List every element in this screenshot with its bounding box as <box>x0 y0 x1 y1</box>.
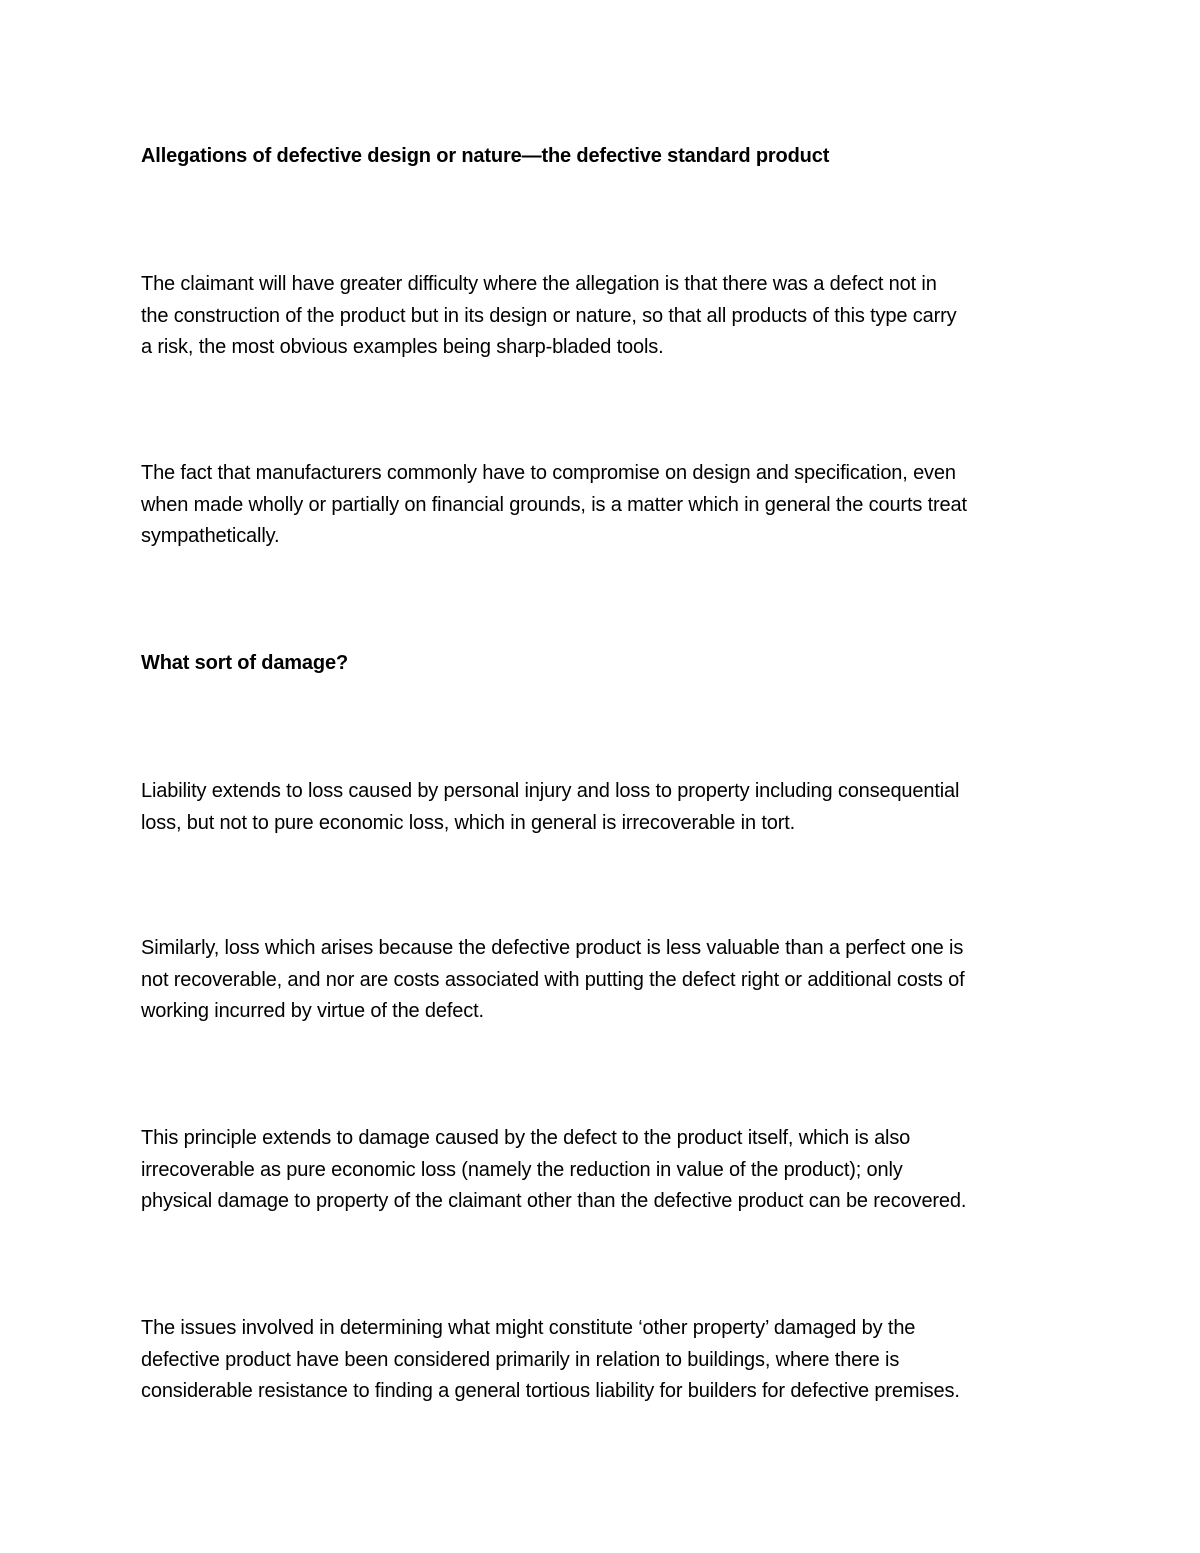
paragraph-principle-extends: This principle extends to damage caused by the defect to the product itself, which is also irrecoverable as pure economic loss (namely the reduction in value of the product); only physical damage to property of the claimant other than the defective product can be recovered. <box>141 1127 967 1212</box>
paragraph-manufacturer-compromise: The fact that manufacturers commonly have to compromise on design and specification, even when made wholly or partially on financial grounds, is a matter which in general the courts treat sympathetically. <box>141 462 967 547</box>
heading-defective-design: Allegations of defective design or nature—the defective standard product <box>141 145 830 167</box>
paragraph-other-property: The issues involved in determining what might constitute ‘other property’ damaged by the defective product have been considered primarily in relation to buildings, where there is considerable resistance to finding a general tortious liability for builders for defective premises. <box>141 1317 960 1402</box>
heading-sort-of-damage: What sort of damage? <box>141 652 349 674</box>
paragraph-claimant-difficulty: The claimant will have greater difficulty where the allegation is that there was a defect not in the construction of the product but in its design or nature, so that all products of this type carry a risk, the most obvious examples being sharp-bladed tools. <box>141 273 957 358</box>
paragraph-similarly-loss: Similarly, loss which arises because the defective product is less valuable than a perfect one is not recoverable, and nor are costs associated with putting the defect right or additional costs of working incurred by virtue of the defect. <box>141 937 965 1022</box>
paragraph-liability-extends: Liability extends to loss caused by personal injury and loss to property including consequential loss, but not to pure economic loss, which in general is irrecoverable in tort. <box>141 780 960 834</box>
